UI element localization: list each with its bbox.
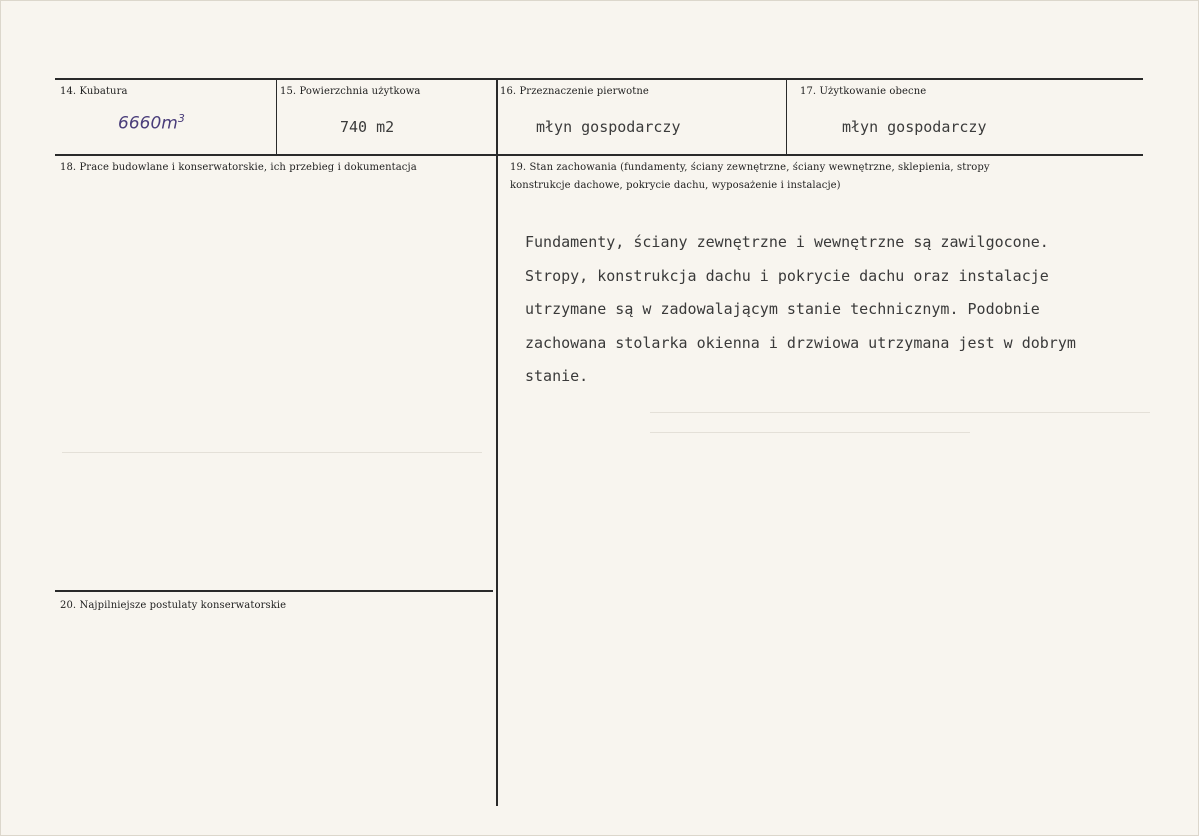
row-rule	[55, 154, 1143, 156]
section-20-rule	[55, 590, 493, 592]
col-divider	[786, 78, 787, 155]
field-17-value: młyn gospodarczy	[842, 118, 987, 136]
text-line: Fundamenty, ściany zewnętrzne i wewnętrzne są zawilgocone.	[525, 233, 1049, 251]
main-col-divider	[496, 78, 498, 806]
field-19-label-line2: konstrukcje dachowe, pokrycie dachu, wyposażenie i instalacje)	[510, 180, 841, 191]
field-18-label: 18. Prace budowlane i konserwatorskie, ich przebieg i dokumentacja	[60, 162, 417, 173]
col-divider	[276, 78, 277, 155]
field-14-value	[118, 112, 185, 134]
text-line: stanie.	[525, 367, 589, 385]
text-line: zachowana stolarka okienna i drzwiowa utrzymana jest w dobrym	[525, 333, 1076, 352]
top-rule	[55, 78, 1143, 80]
field-20-label: 20. Najpilniejsze postulaty konserwatorskie	[60, 600, 287, 611]
faint-line	[650, 412, 1150, 413]
field-19-label-line1: 19. Stan zachowania (fundamenty, ściany zewnętrzne, ściany wewnętrzne, sklepienia, stropy	[510, 162, 990, 173]
field-17-label: 17. Użytkowanie obecne	[800, 86, 927, 97]
faint-line	[62, 452, 482, 453]
text-line: utrzymane są w zadowalającym stanie technicznym. Podobnie	[525, 300, 1040, 318]
volume-unit-exponent: 3	[177, 112, 185, 125]
field-16-label: 16. Przeznaczenie pierwotne	[500, 86, 649, 97]
volume-value: 6660m	[118, 113, 178, 134]
field-15-value: 740 m2	[340, 118, 395, 136]
text-line: Stropy, konstrukcja dachu i pokrycie dachu oraz instalacje	[525, 266, 1049, 285]
field-14-label: 14. Kubatura	[60, 86, 128, 97]
field-19-text	[525, 226, 1165, 394]
field-15-label: 15. Powierzchnia użytkowa	[280, 86, 421, 97]
field-16-value: młyn gospodarczy	[536, 118, 681, 136]
faint-line	[650, 432, 970, 433]
